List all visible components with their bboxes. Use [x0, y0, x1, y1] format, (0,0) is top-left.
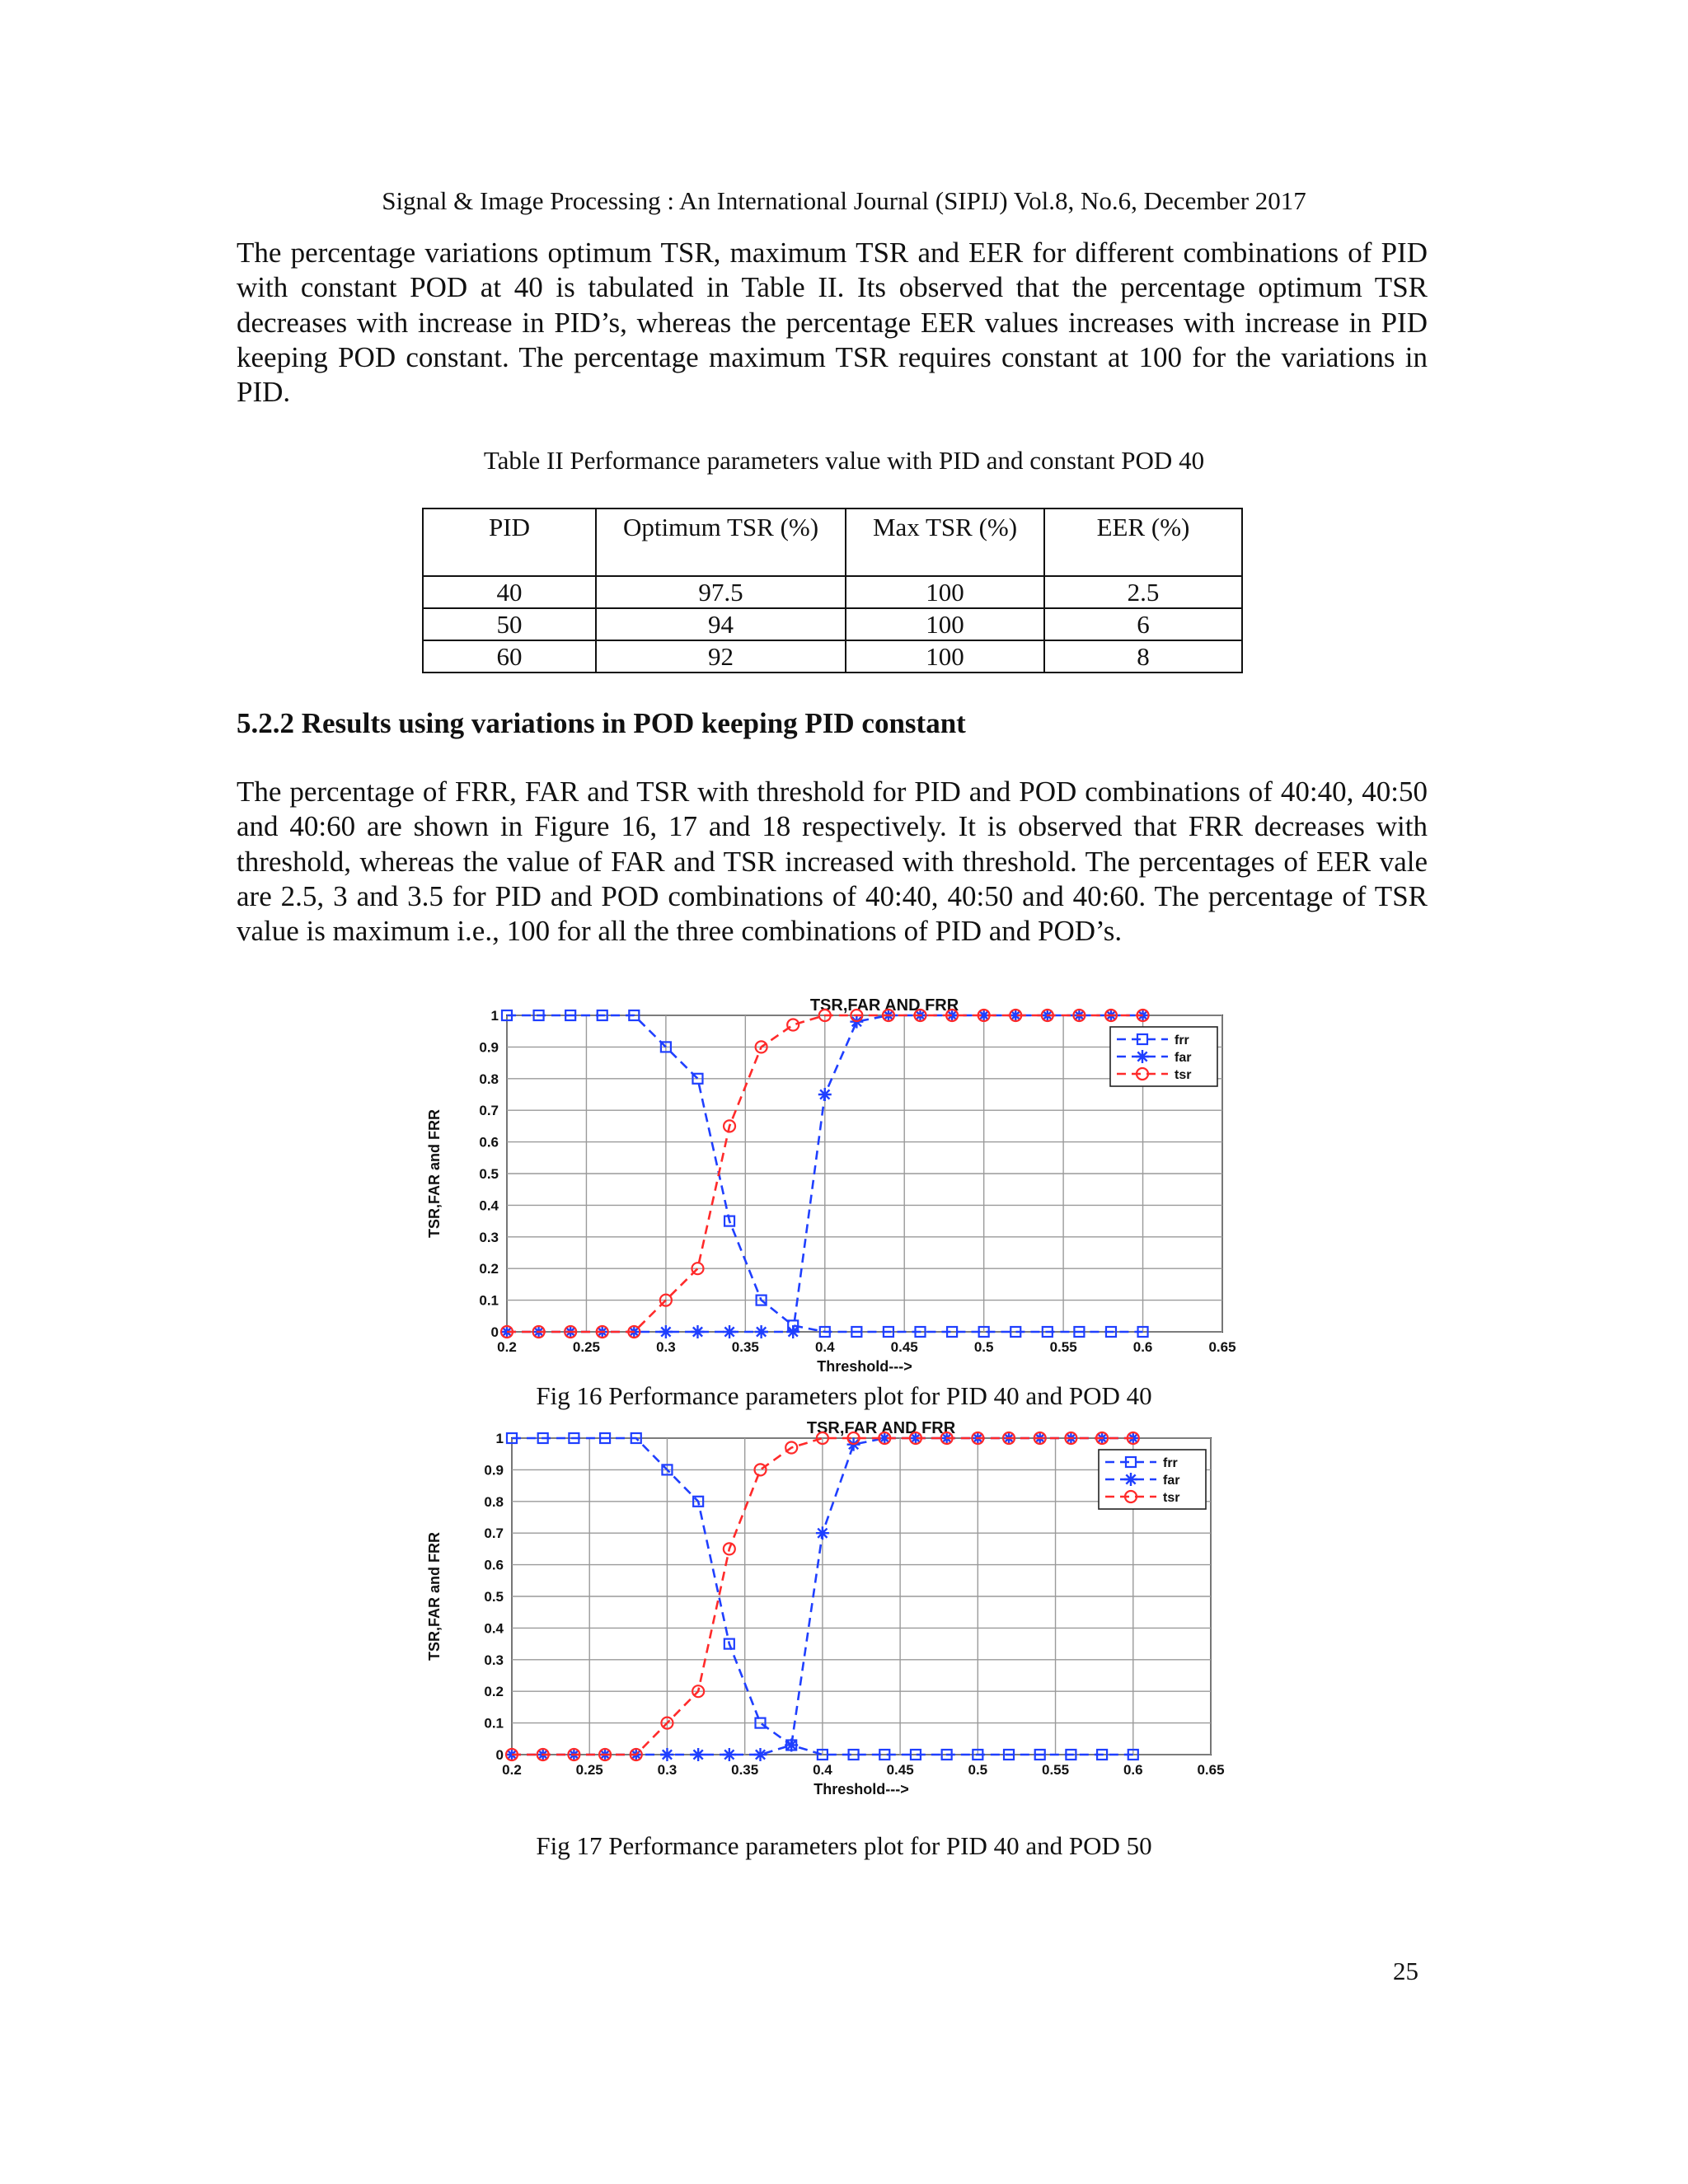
- legend-label-tsr: tsr: [1175, 1068, 1192, 1082]
- table-cell: 100: [846, 608, 1044, 640]
- figure-17-caption: Fig 17 Performance parameters plot for PID 40 and POD 50: [536, 1831, 1152, 1860]
- y-tick-label: 0.6: [479, 1134, 499, 1151]
- y-tick-label: 0.3: [479, 1229, 499, 1245]
- x-tick-label: 0.45: [886, 1762, 914, 1778]
- table-header-cell: Optimum TSR (%): [596, 509, 846, 576]
- data-point-far: [660, 1748, 673, 1761]
- running-header: Signal & Image Processing : An International Journal (SIPIJ) Vol.8, No.6, December 2017: [382, 186, 1306, 215]
- table-header-cell: PID: [423, 509, 596, 576]
- table-header-cell: EER (%): [1044, 509, 1242, 576]
- paragraph-2: The percentage of FRR, FAR and TSR with threshold for PID and POD combinations of 40:40, 40:50 and 40:60 are shown in Figure 16, 17 and 18 respectively. It is observed that FRR decreases with threshold, whereas the value of FAR and TSR increased with threshold. The percentages of EER vale are 2.5, 3 and 3.5 for PID and POD combinations of 40:40, 40:50 and 40:60. The percentage of TSR value is maximum i.e., 100 for all the three combinations of PID and POD’s.: [237, 776, 1428, 948]
- y-tick-label: 0.9: [484, 1462, 504, 1479]
- data-point-far: [786, 1325, 799, 1338]
- y-tick-label: 0.8: [484, 1493, 504, 1510]
- figure-16-caption: Fig 16 Performance parameters plot for PID 40 and POD 40: [536, 1381, 1152, 1410]
- figure-17-chart: [424, 1418, 1245, 1797]
- x-tick-label: 0.35: [731, 1339, 759, 1355]
- data-point-far: [816, 1526, 829, 1540]
- x-axis-label: Threshold--->: [817, 1358, 912, 1375]
- x-tick-label: 0.65: [1197, 1762, 1225, 1778]
- y-tick-label: 0.7: [484, 1526, 504, 1542]
- table-cell: 100: [846, 640, 1044, 673]
- table-cell: 60: [423, 640, 596, 673]
- y-tick-label: 0.1: [479, 1292, 499, 1309]
- y-tick-label: 0.2: [484, 1684, 504, 1700]
- table-row: [423, 608, 1242, 640]
- data-point-far: [659, 1325, 673, 1338]
- x-tick-label: 0.2: [502, 1762, 522, 1778]
- paragraph-1: The percentage variations optimum TSR, maximum TSR and EER for different combinations of PID with constant POD at 40 is tabulated in Table II. Its observed that the percentage optimum TSR decreases with increase in PID’s, whereas the percentage EER values increases with increase in PID keeping POD constant. The percentage maximum TSR requires constant at 100 for the variations in PID.: [237, 237, 1428, 409]
- y-tick-label: 0.9: [479, 1039, 499, 1056]
- table-row: [423, 640, 1242, 673]
- y-tick-label: 0.5: [479, 1166, 499, 1182]
- data-point-far: [691, 1325, 704, 1338]
- table-cell: 2.5: [1044, 576, 1242, 608]
- y-tick-label: 0.4: [479, 1197, 499, 1214]
- legend-label-frr: frr: [1163, 1456, 1178, 1470]
- y-tick-label: 0.7: [479, 1103, 499, 1119]
- x-tick-label: 0.3: [656, 1339, 676, 1355]
- chart-title: TSR,FAR AND FRR: [806, 1419, 956, 1437]
- x-tick-label: 0.25: [572, 1339, 600, 1355]
- x-axis-label: Threshold--->: [814, 1781, 909, 1797]
- legend-label-frr: frr: [1175, 1033, 1189, 1047]
- x-tick-label: 0.45: [890, 1339, 918, 1355]
- y-tick-label: 0.4: [484, 1620, 504, 1637]
- x-tick-label: 0.2: [497, 1339, 517, 1355]
- y-axis-label: TSR,FAR and FRR: [426, 1109, 443, 1238]
- table-cell: 100: [846, 576, 1044, 608]
- x-tick-label: 0.55: [1042, 1762, 1070, 1778]
- table-caption: Table II Performance parameters value with PID and constant POD 40: [483, 446, 1205, 475]
- table-row: [423, 576, 1242, 608]
- x-tick-label: 0.6: [1123, 1762, 1143, 1778]
- page-number: 25: [1393, 1957, 1418, 1985]
- data-point-far: [785, 1738, 798, 1751]
- x-tick-label: 0.4: [813, 1762, 832, 1778]
- legend-marker-far: [1136, 1050, 1149, 1063]
- data-point-far: [818, 1088, 832, 1101]
- y-tick-label: 0.5: [484, 1589, 504, 1605]
- legend-label-far: far: [1175, 1051, 1192, 1065]
- table-cell: 50: [423, 608, 596, 640]
- section-heading: 5.2.2 Results using variations in POD keeping PID constant: [237, 707, 966, 739]
- x-tick-label: 0.6: [1132, 1339, 1153, 1355]
- data-point-far: [692, 1748, 705, 1761]
- x-tick-label: 0.5: [973, 1339, 994, 1355]
- y-axis-label: TSR,FAR and FRR: [426, 1532, 443, 1661]
- y-tick-label: 0.2: [479, 1261, 499, 1277]
- table-cell: 97.5: [596, 576, 846, 608]
- table-header-cell: Max TSR (%): [846, 509, 1044, 576]
- y-tick-label: 1: [490, 1008, 499, 1024]
- data-point-far: [723, 1748, 736, 1761]
- x-tick-label: 0.25: [575, 1762, 603, 1778]
- table-cell: 40: [423, 576, 596, 608]
- y-tick-label: 0.6: [484, 1557, 504, 1573]
- legend-label-tsr: tsr: [1163, 1491, 1180, 1505]
- y-tick-label: 0.8: [479, 1071, 499, 1087]
- figure-16-chart: [424, 996, 1245, 1375]
- x-tick-label: 0.35: [731, 1762, 759, 1778]
- y-tick-label: 0.1: [484, 1715, 504, 1732]
- performance-table: [422, 508, 1243, 673]
- table-cell: 8: [1044, 640, 1242, 673]
- table-header-row: [423, 509, 1242, 576]
- y-tick-label: 0.3: [484, 1652, 504, 1668]
- x-tick-label: 0.4: [814, 1339, 835, 1355]
- data-point-far: [754, 1748, 767, 1761]
- data-point-far: [723, 1325, 736, 1338]
- x-tick-label: 0.55: [1049, 1339, 1077, 1355]
- table-cell: 94: [596, 608, 846, 640]
- y-tick-label: 0: [495, 1747, 504, 1763]
- table-cell: 92: [596, 640, 846, 673]
- table-cell: 6: [1044, 608, 1242, 640]
- y-tick-label: 0: [490, 1324, 499, 1340]
- x-tick-label: 0.65: [1208, 1339, 1236, 1355]
- y-tick-label: 1: [495, 1431, 504, 1446]
- legend-label-far: far: [1163, 1474, 1180, 1488]
- chart-title: TSR,FAR AND FRR: [809, 996, 959, 1015]
- chart-legend: [1099, 1450, 1206, 1509]
- chart-legend: [1110, 1027, 1217, 1086]
- x-tick-label: 0.3: [657, 1762, 678, 1778]
- data-point-far: [755, 1325, 768, 1338]
- x-tick-label: 0.5: [968, 1762, 988, 1778]
- legend-marker-far: [1124, 1473, 1137, 1486]
